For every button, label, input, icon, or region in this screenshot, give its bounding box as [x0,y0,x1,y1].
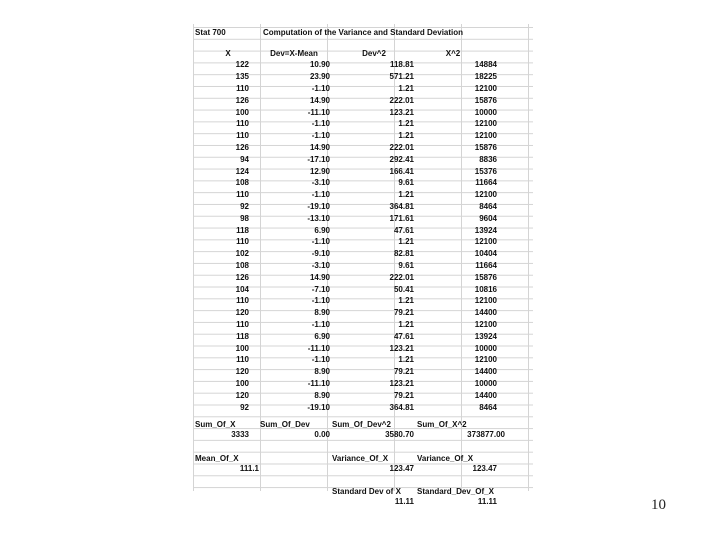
table-cell: 1.21 [398,320,414,329]
column-header: Dev=X-Mean [270,48,318,58]
page-number: 10 [651,497,666,513]
table-cell: 14400 [474,367,497,377]
table-cell: -1.10 [311,355,330,365]
table-cell: 12100 [474,296,497,306]
table-cell: 10000 [474,107,497,117]
table-cell: 1.21 [398,296,414,306]
table-cell: 171.61 [389,213,414,223]
sum-value: 373877.00 [467,430,505,440]
table-cell: 110 [236,131,249,141]
table-cell: 110 [236,84,249,93]
table-cell: 79.21 [393,367,414,377]
table-cell: 18225 [474,72,497,82]
table-cell: 123.21 [389,343,414,353]
table-cell: 222.01 [389,143,414,152]
sum-value: 0.00 [314,430,330,440]
table-cell: -3.10 [311,178,330,188]
table-cell: 12100 [474,355,497,365]
table-cell: 98 [240,213,249,223]
sum-label: Sum_Of_X^2 [417,420,467,430]
table-cell: -1.10 [311,131,330,141]
table-cell: 15376 [474,166,497,176]
stat-value: 123.47 [472,463,497,473]
table-cell: 120 [235,367,249,377]
stddev-label: Standard_Dev_Of_X [417,487,494,497]
table-cell: 110 [236,320,249,329]
table-cell: -1.10 [311,84,330,93]
table-cell: 8464 [479,202,497,211]
table-cell: 110 [236,237,249,247]
stat-value: 111.1 [239,463,259,473]
table-cell: -19.10 [307,202,330,211]
table-cell: 104 [235,284,249,294]
table-cell: 79.21 [393,308,414,318]
table-cell: 1.21 [398,119,414,129]
table-cell: 123.21 [389,379,414,388]
stat-value: 123.47 [389,463,414,473]
title-cell: Stat 700 [195,28,226,37]
sheet-heading: Computation of the Variance and Standard Deviation [263,28,464,37]
table-cell: 110 [236,119,249,129]
table-cell: 12100 [474,131,497,141]
table-cell: 8.90 [314,367,330,377]
table-cell: -1.10 [311,237,330,247]
table-cell: 12100 [474,237,497,247]
table-cell: 14400 [474,308,497,318]
table-cell: 6.90 [314,225,330,235]
table-cell: 126 [235,272,249,282]
table-cell: 110 [236,296,249,306]
table-cell: 10.90 [309,60,330,70]
table-cell: -11.10 [307,343,330,353]
table-cell: 10816 [474,284,497,294]
table-cell: 118.81 [389,60,414,70]
table-cell: 118 [236,331,249,341]
table-cell: 12100 [474,119,497,129]
table-cell: 122 [235,60,249,70]
table-cell: 222.01 [389,95,414,105]
table-cell: 8836 [479,154,497,164]
table-cell: 100 [235,343,249,353]
table-cell: -7.10 [311,284,330,294]
table-cell: 108 [235,178,249,188]
table-cell: 10000 [474,343,497,353]
table-cell: 82.81 [393,249,414,259]
table-cell: 11664 [475,261,497,270]
table-cell: -11.10 [307,107,330,117]
table-cell: 14.90 [309,272,330,282]
table-cell: -1.10 [311,320,330,329]
sum-value: 3333 [231,430,249,440]
table-cell: -1.10 [311,296,330,306]
table-cell: 12.90 [309,166,330,176]
table-cell: 364.81 [389,202,414,211]
stat-label: Variance_Of_X [332,453,389,463]
table-cell: 14884 [474,60,497,70]
sum-label: Sum_Of_X [195,420,236,430]
stat-label: Variance_Of_X [417,453,474,463]
table-cell: -19.10 [307,402,330,412]
table-cell: 120 [235,308,249,318]
stddev-value: 11.11 [477,497,497,506]
table-cell: 166.41 [389,166,414,176]
table-cell: 8.90 [314,308,330,318]
table-cell: 12100 [474,320,497,329]
table-cell: 100 [235,379,249,388]
table-cell: 100 [235,107,249,117]
table-cell: -11.10 [307,379,330,388]
table-cell: 94 [240,154,249,164]
table-cell: 9604 [479,213,497,223]
stddev-value: 11.11 [394,497,414,506]
table-cell: 92 [240,402,249,412]
table-cell: 120 [235,390,249,400]
table-cell: 92 [240,202,249,211]
table-cell: 9.61 [398,261,414,270]
table-cell: 79.21 [393,390,414,400]
table-cell: 47.61 [393,331,414,341]
table-cell: 14.90 [309,95,330,105]
table-cell: 10404 [474,249,497,259]
table-cell: -1.10 [311,119,330,129]
table-cell: -3.10 [311,261,330,270]
table-cell: 118 [236,225,249,235]
sum-value: 3580.70 [385,430,414,440]
table-cell: 12100 [474,84,497,93]
table-cell: 8.90 [314,390,330,400]
table-cell: 1.21 [398,237,414,247]
stat-label: Mean_Of_X [195,453,239,463]
table-cell: 102 [235,249,249,259]
table-cell: 9.61 [398,178,414,188]
table-cell: 15876 [474,95,497,105]
sum-label: Sum_Of_Dev^2 [332,420,391,430]
table-cell: 123.21 [389,107,414,117]
table-cell: 1.21 [398,131,414,141]
table-cell: -1.10 [311,190,330,200]
table-cell: 47.61 [393,225,414,235]
table-cell: -17.10 [307,154,330,164]
table-cell: 124 [235,166,249,176]
stddev-label: Standard Dev of X [332,487,401,497]
table-cell: -9.10 [311,249,330,259]
sum-label: Sum_Of_Dev [260,420,310,430]
table-cell: 11664 [475,178,497,188]
table-cell: 292.41 [389,154,414,164]
table-cell: 1.21 [398,355,414,365]
column-header: X^2 [445,48,461,58]
table-cell: 135 [235,72,249,82]
spreadsheet [193,24,533,506]
table-cell: 14400 [474,390,497,400]
table-cell: 13924 [474,225,497,235]
table-cell: 126 [235,95,249,105]
table-cell: 10000 [474,379,497,388]
table-cell: -13.10 [307,213,330,223]
column-header: Dev^2 [362,48,386,58]
table-cell: 15876 [474,272,497,282]
table-cell: 108 [235,261,249,270]
table-cell: 8464 [479,402,497,412]
table-cell: 12100 [474,190,497,200]
column-header: X [225,48,231,58]
table-cell: 13924 [474,331,497,341]
table-cell: 126 [235,143,249,152]
table-cell: 364.81 [389,402,414,412]
table-cell: 15876 [474,143,497,152]
table-cell: 1.21 [398,190,414,200]
table-cell: 6.90 [314,331,330,341]
table-cell: 1.21 [398,84,414,93]
table-cell: 110 [236,355,249,365]
table-cell: 110 [236,190,249,200]
table-cell: 222.01 [389,272,414,282]
table-cell: 50.41 [393,284,414,294]
table-cell: 23.90 [309,72,330,82]
table-cell: 571.21 [389,72,414,82]
table-cell: 14.90 [309,143,330,152]
